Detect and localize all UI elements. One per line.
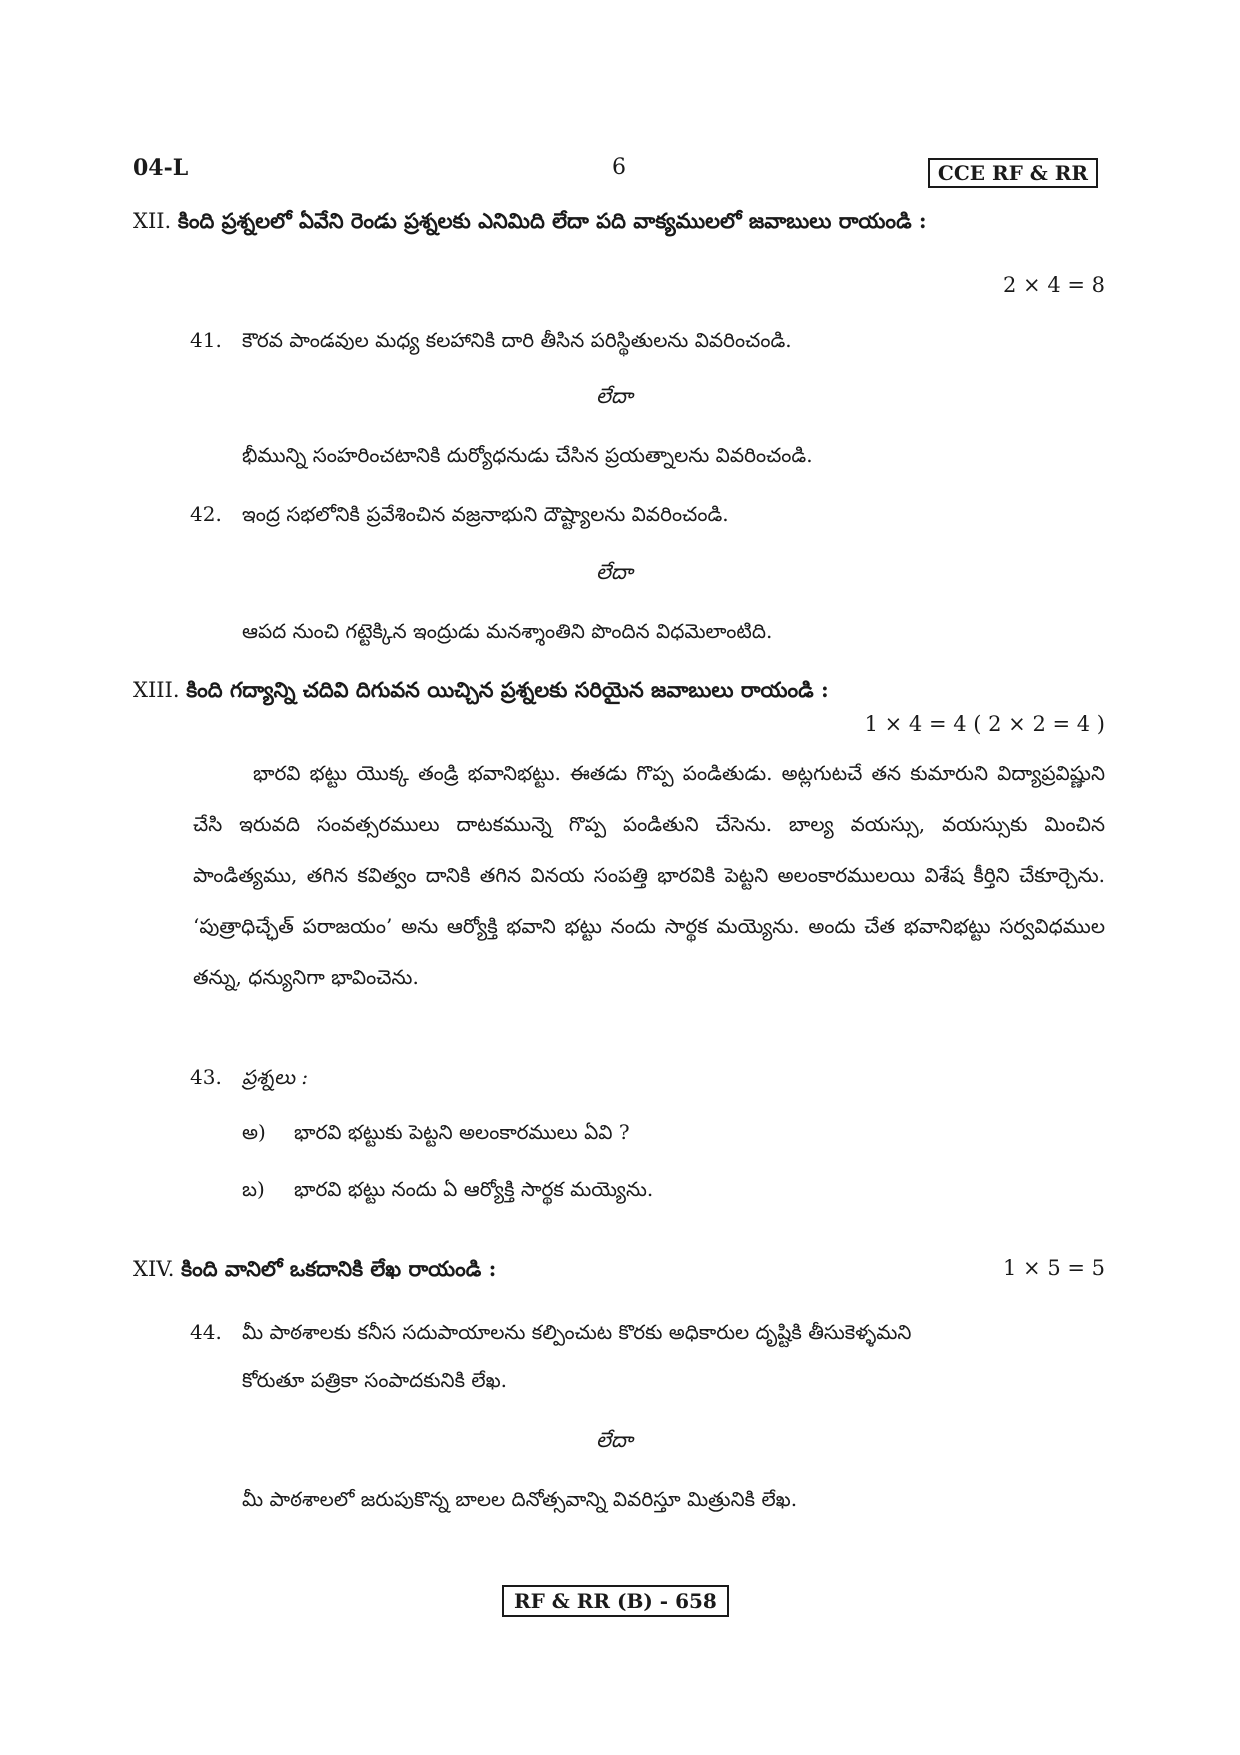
section-label: XIII. (133, 678, 180, 702)
paper-code: 04-L (133, 155, 189, 181)
question-text-line-1: మీ పాఠశాలకు కనీస సదుపాయాలను కల్పించుట కొరకు అధికారుల దృష్టికి తీసుకెళ్ళమని (242, 1320, 912, 1344)
sub-question-text: భారవి భట్టుకు పెట్టని అలంకారములు ఏవి ? (294, 1120, 630, 1144)
section-xiii-heading (133, 677, 829, 708)
sub-question-marker: బ) (242, 1177, 265, 1201)
question-42 (190, 502, 729, 531)
question-44 (190, 1320, 911, 1349)
or-separator: లేదా (596, 1428, 633, 1452)
section-instruction: కింది వానిలో ఒకదానికి లేఖ రాయండి : (181, 1256, 497, 1281)
question-text-line-2: కోరుతూ పత్రికా సంపాదకునికి లేఖ. (242, 1368, 508, 1392)
question-label: ప్రశ్నలు : (242, 1065, 309, 1089)
sub-question-b (242, 1177, 653, 1206)
footer-code-badge: RF & RR (B) - 658 (502, 1585, 729, 1617)
sub-question-text: భారవి భట్టు నందు ఏ ఆర్యోక్తి సార్థక మయ్యెను. (294, 1177, 654, 1201)
section-label: XII. (133, 209, 172, 233)
comprehension-passage: భారవి భట్టు యొక్క తండ్రి భవానిభట్టు. ఈతడు గొప్ప పండితుడు. అట్లగుటచే తన కుమారుని విద్యాప్రవిష్ణుని చేసి ఇరువది సంవత్సరములు దాటకమున్నె గొప్ప పండితుని చేసెను. బాల్య వయస్సు, వయస్సుకు మించిన పాండిత్యము, తగిన కవిత్వం దానికి తగిన వినయ సంపత్తి భారవికి పెట్టని అలంకారములయి విశేష కీర్తిని చేకూర్చెను. ‘పుత్రాధిచ్ఛేత్ పరాజయం’ అను ఆర్యోక్తి భవాని భట్టు నందు సార్థక మయ్యెను. అందు చేత భవానిభట్టు సర్వవిధముల తన్ను, ధన్యునిగా భావించెను. (193, 761, 1105, 989)
section-instruction: కింది గద్యాన్ని చదివి దిగువన యిచ్చిన ప్రశ్నలకు సరియైన జవాబులు రాయండి : (186, 677, 829, 702)
question-44-alternative: మీ పాఠశాలలో జరుపుకొన్న బాలల దినోత్సవాన్ని వివరిస్తూ మిత్రునికి లేఖ. (242, 1487, 798, 1511)
question-41 (190, 328, 792, 357)
question-number: 42. (190, 502, 222, 526)
series-badge: CCE RF & RR (928, 158, 1098, 188)
section-xiii-marks: 1 × 4 = 4 ( 2 × 2 = 4 ) (864, 712, 1105, 736)
page-number: 6 (612, 155, 626, 180)
or-separator: లేదా (596, 560, 633, 584)
section-xiv-heading (133, 1256, 496, 1287)
question-41-alternative: భీమున్ని సంహరించటానికి దుర్యోధనుడు చేసిన ప్రయత్నాలను వివరించండి. (242, 443, 813, 467)
question-43 (190, 1065, 308, 1094)
question-42-alternative: ఆపద నుంచి గట్టెక్కిన ఇంద్రుడు మనశ్శాంతిని పొందిన విధమెలాంటిది. (242, 619, 773, 643)
question-text: ఇంద్ర సభలోనికి ప్రవేశించిన వజ్రనాభుని దౌష్ట్యాలను వివరించండి. (242, 502, 729, 526)
question-number: 43. (190, 1065, 222, 1089)
or-separator: లేదా (596, 384, 633, 408)
sub-question-marker: అ) (242, 1120, 266, 1144)
question-text: కౌరవ పాండవుల మధ్య కలహానికి దారి తీసిన పరిస్థితులను వివరించండి. (242, 328, 792, 352)
question-number: 44. (190, 1320, 222, 1344)
sub-question-a (242, 1120, 630, 1149)
question-number: 41. (190, 328, 222, 352)
section-xii-marks: 2 × 4 = 8 (1003, 273, 1105, 297)
section-instruction: కింది ప్రశ్నలలో ఏవేని రెండు ప్రశ్నలకు ఎనిమిది లేదా పది వాక్యములలో జవాబులు రాయండి : (177, 208, 927, 233)
section-xiv-marks: 1 × 5 = 5 (1003, 1256, 1105, 1280)
section-label: XIV. (133, 1257, 175, 1281)
section-xii-heading (133, 208, 927, 239)
